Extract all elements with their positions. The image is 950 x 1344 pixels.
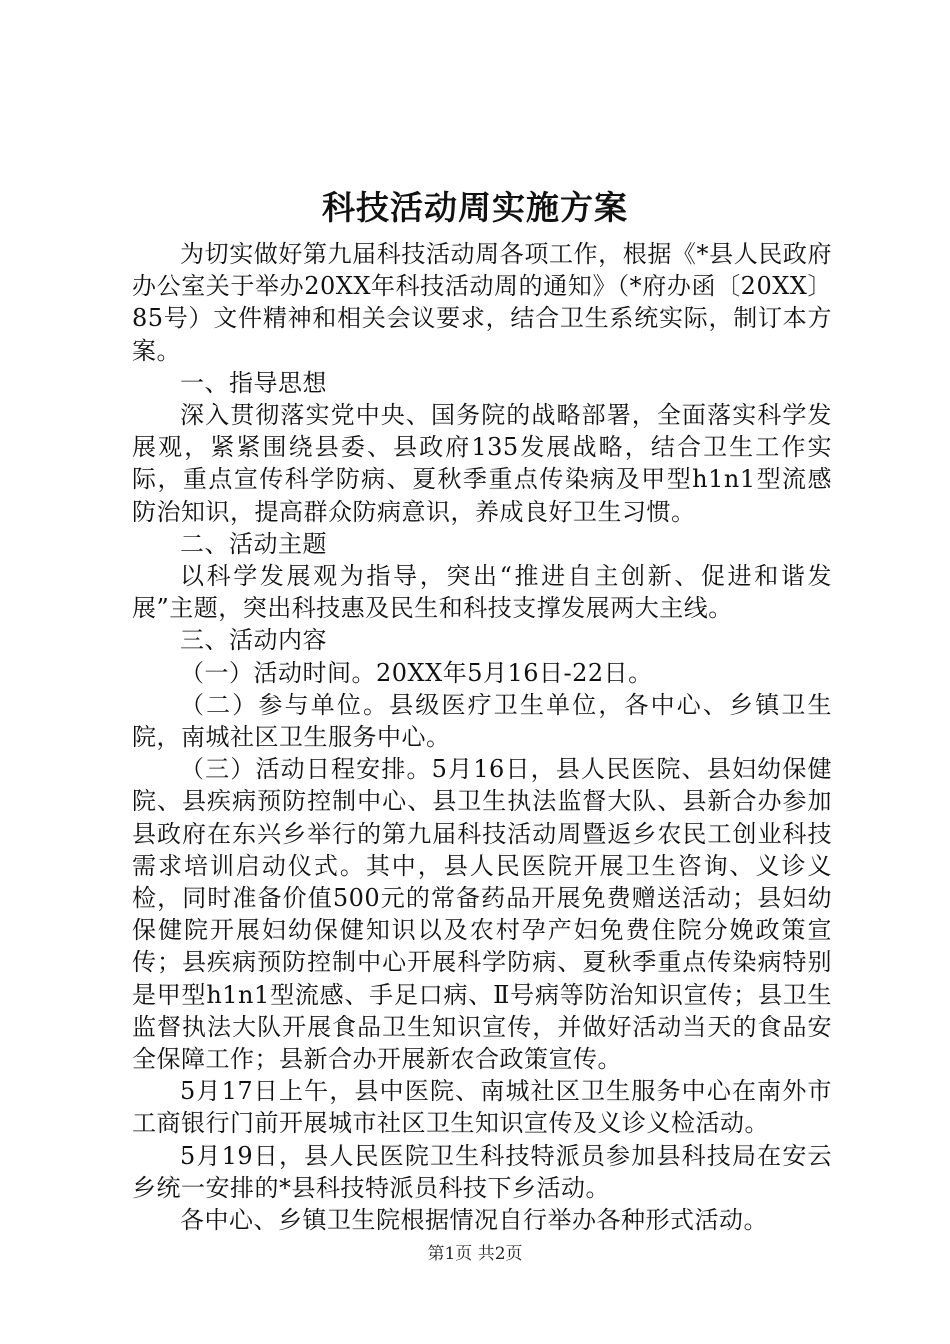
participating-units-paragraph: （二）参与单位。县级医疗卫生单位，各中心、乡镇卫生院，南城社区卫生服务中心。 [132,690,832,752]
guiding-ideology-paragraph: 深入贯彻落实党中央、国务院的战略部署，全面落实科学发展观，紧紧围绕县委、县政府135发展战略，结合卫生工作实际，重点宣传科学防病、夏秋季重点传染病及甲型h1n1型流感防治知识，提高群众防病意识，养成良好卫生习惯。 [132,401,832,526]
section-heading-activity-content: 三、活动内容 [180,626,327,655]
page-footer: 第1页 共2页 [427,1244,523,1264]
section-heading-activity-theme: 二、活动主题 [180,529,327,558]
activity-time-paragraph: （一）活动时间。20XX年5月16日-22日。 [180,658,653,687]
document-body [132,238,832,1236]
activity-theme-paragraph: 以科学发展观为指导，突出“推进自主创新、促进和谐发展”主题，突出科技惠及民生和科技支撑发展两大主线。 [132,562,832,623]
section-heading-guiding-ideology: 一、指导思想 [180,368,327,397]
township-activities-paragraph: 各中心、乡镇卫生院根据情况自行举办各种形式活动。 [180,1206,768,1235]
may-17-paragraph: 5月17日上午，县中医院、南城社区卫生服务中心在南外市工商银行门前开展城市社区卫生知识宣传及义诊义检活动。 [132,1077,832,1138]
document-title: 科技活动周实施方案 [322,188,628,227]
may-19-paragraph: 5月19日，县人民医院卫生科技特派员参加县科技局在安云乡统一安排的*县科技特派员科技下乡活动。 [132,1141,832,1202]
schedule-paragraph: （三）活动日程安排。5月16日，县人民医院、县妇幼保健院、县疾病预防控制中心、县卫生执法监督大队、县新合办参加县政府在东兴乡举行的第九届科技活动周暨返乡农民工创业科技需求培训启动仪式。其中，县人民医院开展卫生咨询、义诊义检，同时准备价值500元的常备药品开展免费赠送活动；县妇幼保健院开展妇幼保健知识以及农村孕产妇免费住院分娩政策宣传；县疾病预防控制中心开展科学防病、夏秋季重点传染病特别是甲型h1n1型流感、手足口病、Ⅱ号病等防治知识宣传；县卫生监督执法大队开展食品卫生知识宣传，并做好活动当天的食品安全保障工作；县新合办开展新农合政策宣传。 [132,755,832,1074]
intro-paragraph: 为切实做好第九届科技活动周各项工作，根据《*县人民政府办公室关于举办20XX年科技活动周的通知》（*府办函〔20XX〕85号）文件精神和相关会议要求，结合卫生系统实际，制订本方案。 [132,240,832,365]
